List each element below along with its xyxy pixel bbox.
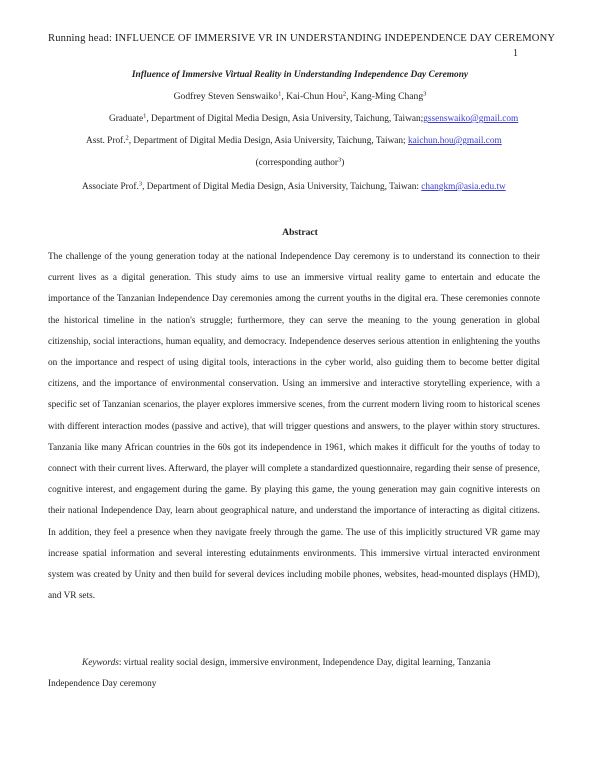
abstract-heading: Abstract (282, 227, 318, 238)
running-head: Running head: INFLUENCE OF IMMERSIVE VR IN UNDERSTANDING INDEPENDENCE DAY CEREMONY (48, 33, 556, 44)
affiliation-marker: 3 (138, 180, 143, 188)
corresponding-marker: 3 (338, 156, 342, 164)
affiliation-marker: 1 (143, 112, 147, 120)
page-number: 1 (513, 48, 518, 59)
affiliation-role: Graduate (109, 114, 144, 124)
keywords-text: : virtual reality social design, immersive environment, Independence Day, digital learning, Tanzania Independence Day ceremony (48, 658, 491, 690)
corresponding-text: (corresponding author (255, 158, 338, 168)
affiliation-marker: 2 (125, 134, 129, 142)
affiliation-1 (109, 114, 518, 124)
keywords-label: Keywords (82, 658, 119, 668)
affiliation-role: Associate Prof. (82, 182, 139, 192)
keywords-paragraph (48, 653, 540, 695)
affiliation-3 (82, 182, 506, 192)
affiliation-role: Asst. Prof. (86, 136, 126, 146)
email-link[interactable]: gssenswaiko@gmail.com (423, 114, 519, 124)
affiliation-text: , Department of Digital Media Design, Asia University, Taichung, Taiwan: (142, 182, 422, 192)
author-marker: 1 (278, 90, 282, 98)
paper-title: Influence of Immersive Virtual Reality in Understanding Independence Day Ceremony (131, 70, 469, 80)
author-marker: 3 (423, 90, 427, 98)
corresponding-author-note (0, 158, 600, 168)
affiliation-2 (86, 136, 502, 146)
email-link[interactable]: kaichun.hou@gmail.com (407, 136, 502, 146)
affiliation-text: , Department of Digital Media Design, Asia University, Taichung, Taiwan; (128, 136, 408, 146)
author-name: Godfrey Steven Senswaiko (173, 91, 279, 102)
abstract-body: The challenge of the young generation today at the national Independence Day ceremony is to understand its connection to their current lives as a digital generation. This study aims to use an immersive virtual reality game to entertain and educate the importance of the Tanzanian Independence Day ceremonies among the current youths in the digital era. These ceremonies connote the historical timeline in the nation's struggle; furthermore, they can serve the meaning to the young generation in global citizenship, social interactions, human equality, and democracy. Independence deserves serious attention in enlightening the youths on the importance and respect of using digital tools, interactions in the cyber world, also guiding them to become better digital citizens, and the importance of environmental conservation. Using an immersive and interactive storytelling experience, with a specific set of Tanzanian scenarios, the player explores immersive scenes, from the current modern living room to historical scenes with different interaction modes (passive and active), that will trigger questions and answers, to the player within story structures. Tanzania like many African countries in the 60s got its independence in 1961, which makes it difficult for the youths of today to connect with their current lives. Afterward, the player will complete a standardized questionnaire, regarding their sense of presence, cognitive interest, and engagement during the game. By playing this game, the young generation may gain cognitive interests on their national Independence Day, learn about geographical nature, and understand the importance of interacting as digital citizens. In addition, they feel a presence when they navigate freely through the game. The use of this implicitly structured VR game may increase spatial information and several interesting edutainments environments. This immersive virtual interacted environment system was created by Unity and then build for several devices including mobile phones, websites, head-mounted displays (HMD), and VR sets. (48, 252, 540, 602)
corresponding-close: ) (341, 158, 345, 168)
author-marker: 2 (342, 90, 347, 98)
affiliation-text: , Department of Digital Media Design, Asia University, Taichung, Taiwan; (146, 114, 424, 124)
email-link[interactable]: changkm@asia.edu.tw (421, 182, 506, 192)
author-list (0, 91, 600, 102)
author-name: , Kai-Chun Hou (281, 91, 343, 102)
author-name: , Kang-Ming Chang (346, 91, 424, 102)
